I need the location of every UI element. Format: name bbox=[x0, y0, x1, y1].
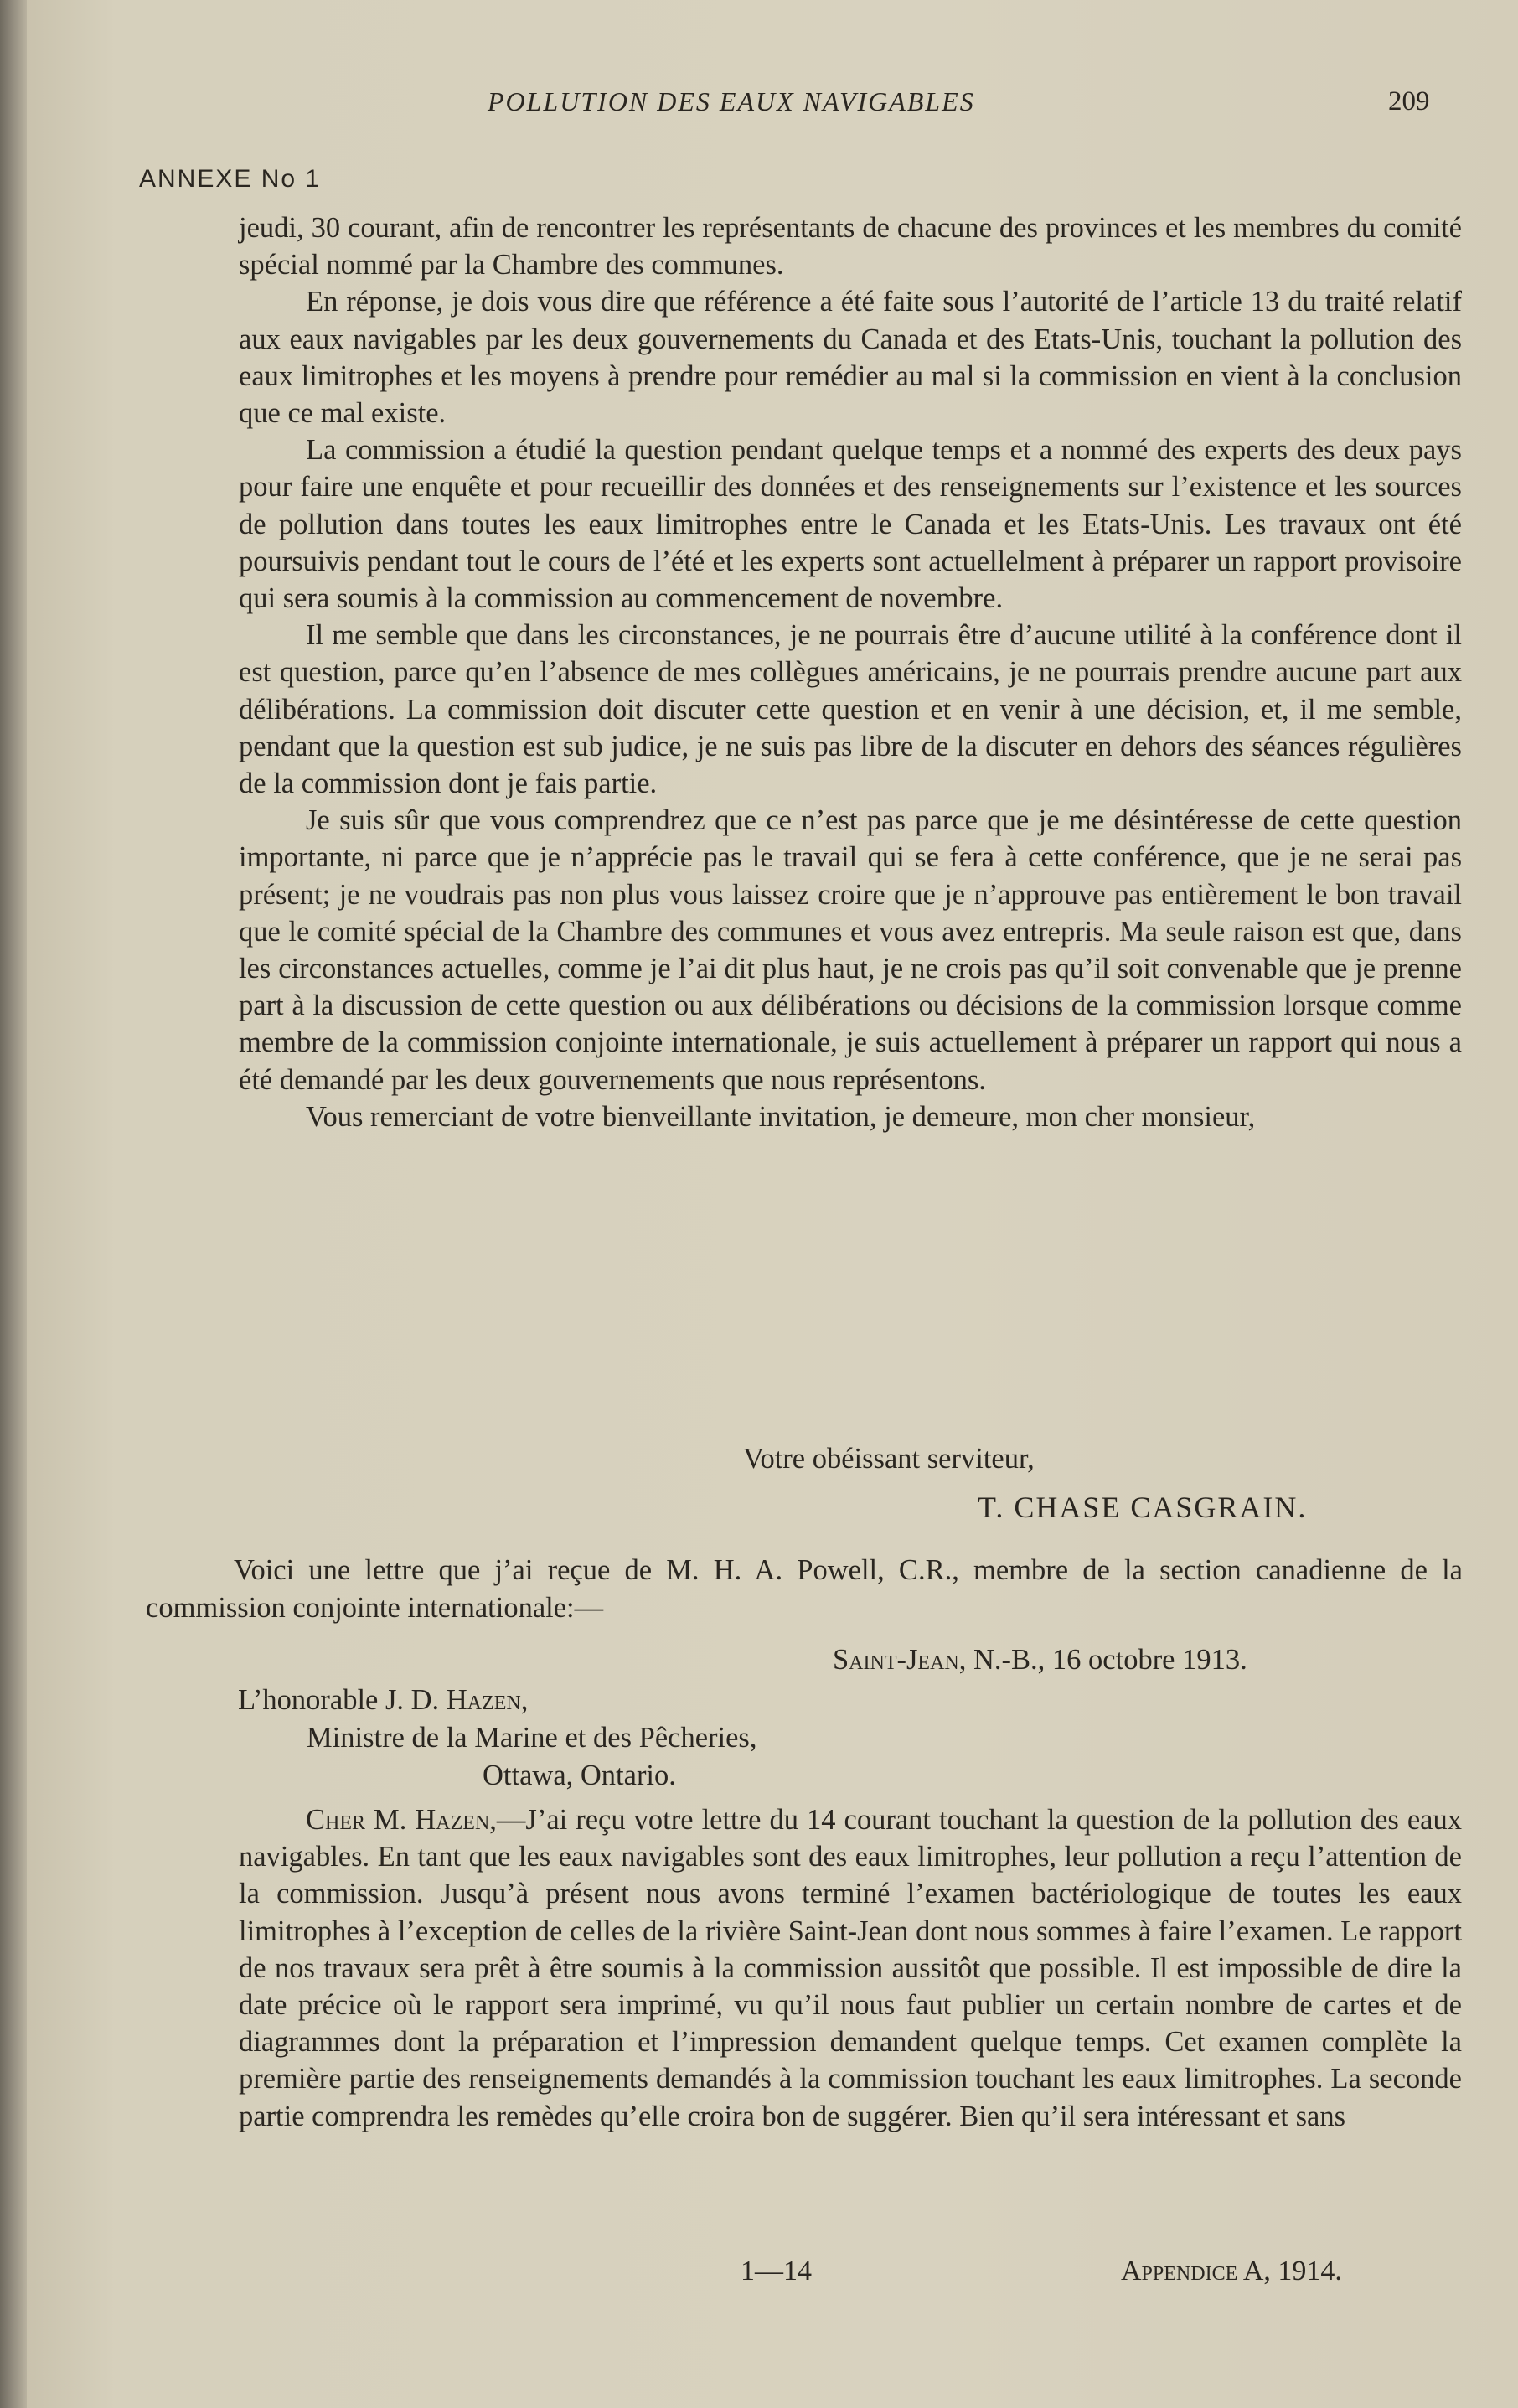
annex-label: ANNEXE No 1 bbox=[139, 165, 322, 193]
paragraph: Voici une lettre que j’ai reçue de M. H. A. Powell, C.R., membre de la section canadienne de la commission conjointe internationale:— bbox=[146, 1554, 1463, 1624]
letter-powell-body bbox=[239, 1801, 1462, 2135]
letter-casgrain-body bbox=[239, 209, 1462, 1135]
letter-dateline bbox=[833, 1644, 1247, 1677]
book-spine-shadow bbox=[0, 0, 27, 2408]
addressee-city: Ottawa, Ontario. bbox=[483, 1759, 676, 1791]
addressee-prefix: L’honorable J. D. bbox=[238, 1684, 447, 1716]
paragraph: Il me semble que dans les circonstances, je ne pourrais être d’aucune utilité à la conférence dont il est question, parce qu’en l’absence de mes collègues américains, je ne pourrais prendre aucune part aux délibérations. La commission doit discuter cette question et en venir à une décision, et, il me semble, pendant que la question est sub judice, je ne suis pas libre de la discuter en dehors des séances régulières de la commission dont je fais partie. bbox=[239, 619, 1462, 800]
paragraph: jeudi, 30 courant, afin de rencontrer les représentants de chacune des provinces et les membres du comité spécial nommé par la Chambre des communes. bbox=[239, 212, 1462, 282]
scanned-page bbox=[27, 0, 1518, 2408]
addressee-name: Hazen, bbox=[446, 1684, 529, 1716]
intro-paragraph bbox=[146, 1552, 1463, 1626]
paragraph: Vous remerciant de votre bienveillante invitation, je demeure, mon cher monsieur, bbox=[306, 1100, 1256, 1133]
running-title: POLLUTION DES EAUX NAVIGABLES bbox=[488, 86, 975, 116]
paragraph: Je suis sûr que vous comprendrez que ce n’est pas parce que je me désintéresse de cette question importante, ni parce que je n’apprécie pas le travail qui se fera à cette conférence, que je ne serai pas présent; je ne voudrais pas non plus vous laissez croire que je n’approuve pas entièrement le bon travail que le comité spécial de la Chambre des communes et vous avez entrepris. Ma seule raison est que, dans les circonstances actuelles, comme je l’ai dit plus haut, je ne crois pas qu’il soit convenable que je prenne part à la discussion de cette question ou aux délibérations ou décisions de la commission lorsque comme membre de la commission conjointe internationale, je suis actuellement à préparer un rapport qui nous a été demandé par les deux gouvernements que nous représentons. bbox=[239, 804, 1462, 1096]
addressee-title: Ministre de la Marine et des Pêcheries, bbox=[307, 1722, 757, 1754]
letter-signature: T. CHASE CASGRAIN. bbox=[978, 1491, 1308, 1524]
paragraph: La commission a étudié la question pendant quelque temps et a nommé des experts des deux pays pour faire une enquête et pour recueillir des données et des renseignements sur l’existence et les sources de pollution dans toutes les eaux limitrophes entre le Canada et les Etats-Unis. Les travaux ont été poursuivis pendant tout le cours de l’été et les experts sont actuellelment à préparer un rapport provisoire qui sera soumis à la commission au commencement de novembre. bbox=[239, 434, 1462, 615]
paragraph bbox=[239, 1801, 1462, 2135]
page-footer bbox=[27, 2256, 1518, 2297]
page-number: 209 bbox=[1388, 86, 1430, 116]
paragraph: En réponse, je dois vous dire que référence a été faite sous l’autorité de l’article 13 du traité relatif aux eaux navigables par les deux gouvernements du Canada et des Etats-Unis, touchant la pollution des eaux limitrophes et les moyens à prendre pour remédier au mal si la commission en vient à la conclusion que ce mal existe. bbox=[239, 286, 1462, 430]
signature-mark: 1—14 bbox=[741, 2256, 812, 2287]
dateline-place: Saint-Jean, bbox=[833, 1644, 967, 1676]
letter-body: —J’ai reçu votre lettre du 14 courant touchant la question de la pollution des eaux navigables. En tant que les eaux navigables sont des eaux limitrophes, leur pollution a reçu l’attention de la commission. Jusqu’à présent nous avons terminé l’examen bactériologique de toutes les eaux limitrophes à l’exception de celles de la rivière Saint-Jean dont nous sommes à faire l’examen. Le rapport de nos travaux sera prêt à être soumis à la commission aussitôt que possible. Il est impossible de dire la date précice où le rapport sera imprimé, vu qu’il nous faut publier un certain nombre de cartes et de diagrammes dont la préparation et l’impression demandent quelque temps. Cet examen complète la première partie des renseignements demandés à la commission touchant les eaux limitrophes. La seconde partie comprendra les remèdes qu’elle croira bon de suggérer. Bien qu’il sera intéressant et sans bbox=[239, 1804, 1462, 2132]
addressee-line bbox=[238, 1684, 528, 1717]
dateline-date: N.-B., 16 octobre 1913. bbox=[966, 1644, 1247, 1676]
appendix-label: Appendice A, 1914. bbox=[1121, 2256, 1342, 2287]
salutation: Cher M. Hazen, bbox=[306, 1804, 497, 1836]
running-head bbox=[27, 86, 1518, 128]
letter-closing: Votre obéissant serviteur, bbox=[743, 1443, 1035, 1475]
